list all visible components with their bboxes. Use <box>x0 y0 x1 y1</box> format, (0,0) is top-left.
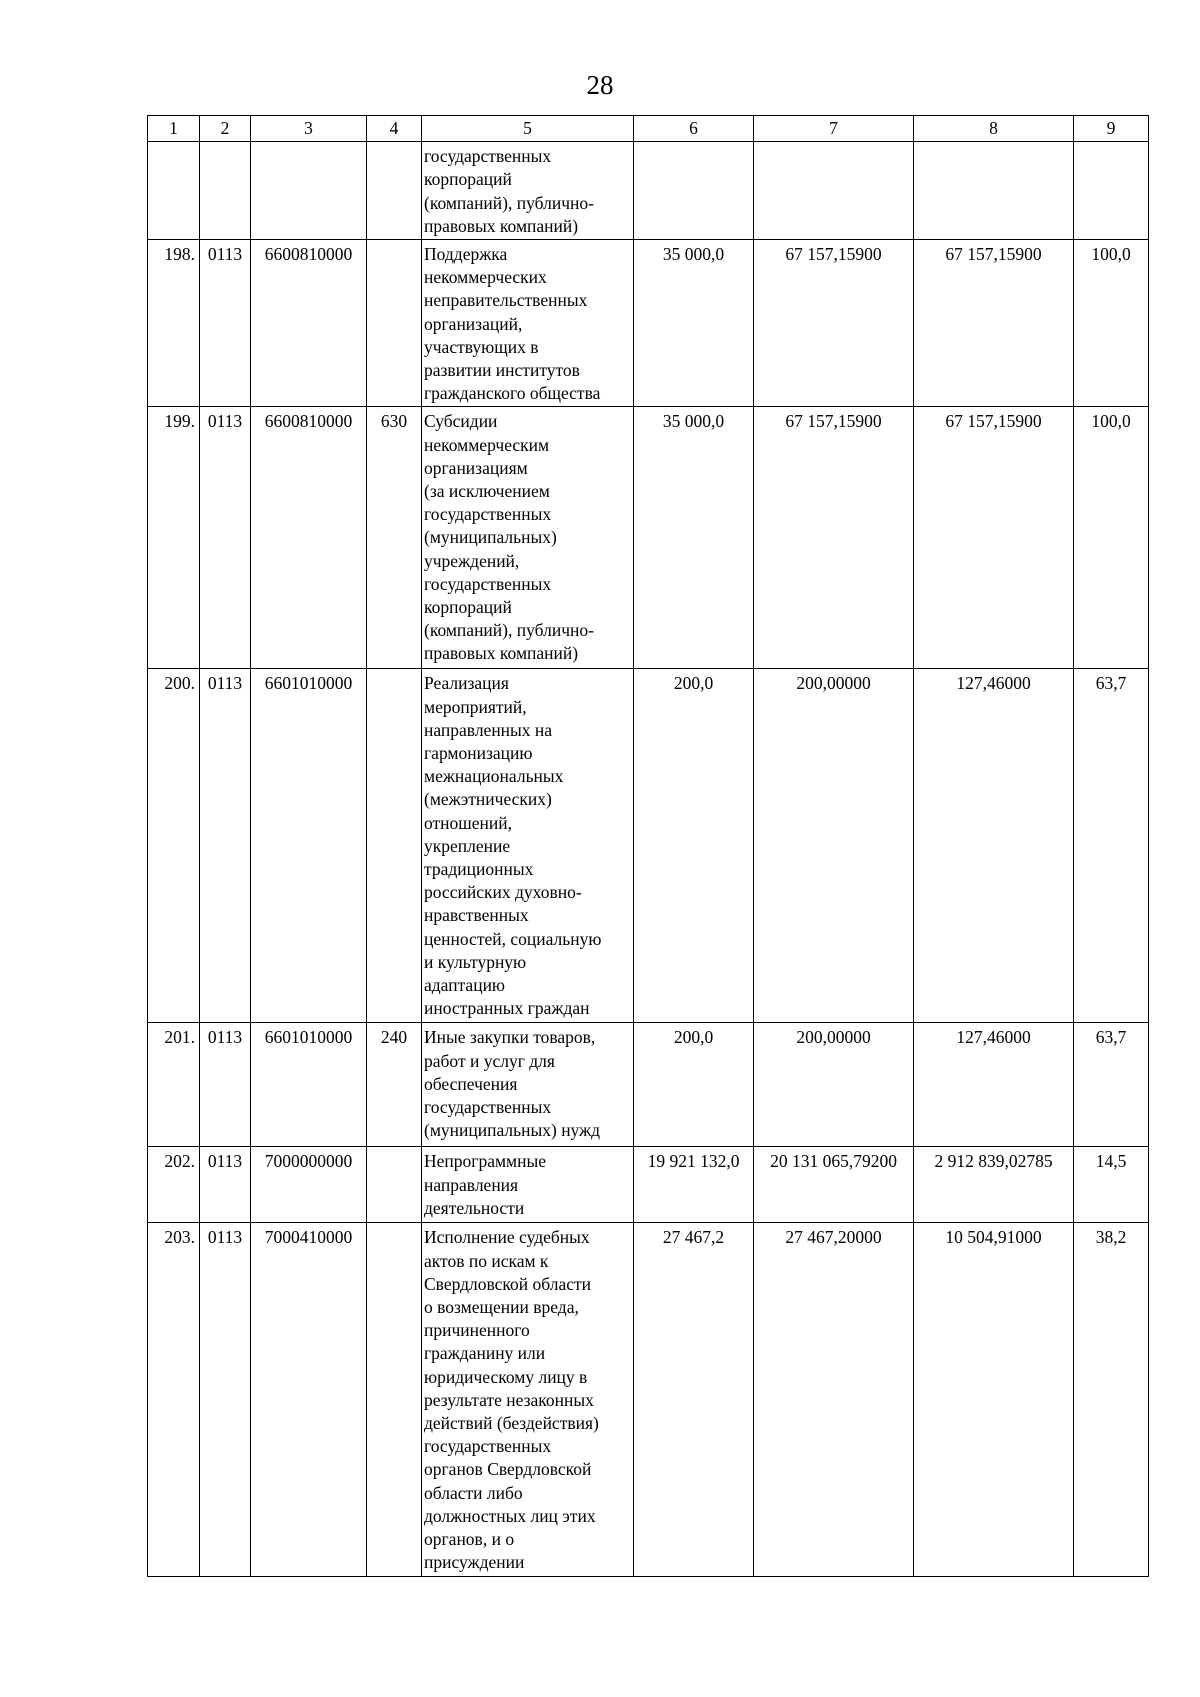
expense-name-line: адаптацию <box>424 975 506 996</box>
expense-name-line: результате незаконных <box>424 1389 594 1410</box>
execution-percent: 38,2 <box>1074 1223 1149 1577</box>
approved-amount: 200,00000 <box>754 669 914 1023</box>
expense-name-line: органов, и о <box>424 1529 515 1550</box>
expense-name-line: работ и услуг для <box>424 1050 555 1071</box>
row-number <box>148 142 200 240</box>
table-row <box>148 407 1149 669</box>
row-number: 200. <box>148 669 200 1023</box>
row-number: 202. <box>148 1147 200 1223</box>
expense-name <box>422 1223 634 1577</box>
executed-amount <box>914 142 1074 240</box>
approved-amount: 67 157,15900 <box>754 407 914 669</box>
executed-amount: 67 157,15900 <box>914 407 1074 669</box>
planned-amount: 35 000,0 <box>634 240 754 407</box>
column-number: 3 <box>251 116 367 142</box>
expense-name-line: гармонизацию <box>424 743 533 764</box>
target-article-code: 7000000000 <box>251 1147 367 1223</box>
expense-name-line: направленных на <box>424 719 553 740</box>
approved-amount: 20 131 065,79200 <box>754 1147 914 1223</box>
column-number: 4 <box>367 116 422 142</box>
table-row <box>148 1023 1149 1147</box>
expense-name-line: (компаний), публично- <box>424 620 594 641</box>
expense-type-code <box>367 669 422 1023</box>
row-number: 203. <box>148 1223 200 1577</box>
target-article-code: 6600810000 <box>251 240 367 407</box>
table-row <box>148 1147 1149 1223</box>
section-code: 0113 <box>200 669 251 1023</box>
expense-name-line: Субсидии <box>424 411 498 432</box>
expense-name-line: (муниципальных) <box>424 527 557 548</box>
column-number: 8 <box>914 116 1074 142</box>
planned-amount <box>634 142 754 240</box>
planned-amount: 27 467,2 <box>634 1223 754 1577</box>
section-code: 0113 <box>200 1223 251 1577</box>
expense-name-line: действий (бездействия) <box>424 1413 599 1434</box>
expense-name-line: о возмещении вреда, <box>424 1297 579 1318</box>
expense-name-line: корпораций <box>424 597 512 618</box>
expense-name-line: отношений, <box>424 812 512 833</box>
execution-percent: 100,0 <box>1074 407 1149 669</box>
expense-name-line: (за исключением <box>424 481 550 502</box>
expense-name <box>422 407 634 669</box>
column-number-row <box>148 116 1149 142</box>
target-article-code: 6600810000 <box>251 407 367 669</box>
table-row <box>148 1223 1149 1577</box>
column-number: 5 <box>422 116 634 142</box>
expense-type-code <box>367 142 422 240</box>
target-article-code: 6601010000 <box>251 1023 367 1147</box>
row-number: 198. <box>148 240 200 407</box>
expense-name-line: органов Свердловской <box>424 1459 592 1480</box>
section-code <box>200 142 251 240</box>
planned-amount: 19 921 132,0 <box>634 1147 754 1223</box>
budget-table <box>147 115 1149 1577</box>
executed-amount: 127,46000 <box>914 669 1074 1023</box>
expense-name-line: правовых компаний) <box>424 643 579 664</box>
expense-name-line: государственных <box>424 1097 552 1118</box>
expense-name-line: юридическому лицу в <box>424 1366 588 1387</box>
section-code: 0113 <box>200 240 251 407</box>
planned-amount: 200,0 <box>634 1023 754 1147</box>
expense-name-line: нравственных <box>424 905 529 926</box>
expense-name-line: деятельности <box>424 1197 525 1218</box>
expense-name-line: гражданского общества <box>424 383 601 404</box>
column-number: 9 <box>1074 116 1149 142</box>
column-number: 6 <box>634 116 754 142</box>
expense-name-line: иностранных граждан <box>424 998 590 1019</box>
expense-type-code <box>367 240 422 407</box>
section-code: 0113 <box>200 1023 251 1147</box>
expense-name-line: традиционных <box>424 859 534 880</box>
expense-name-line: организаций, <box>424 313 523 334</box>
expense-name-line: Реализация <box>424 673 509 694</box>
approved-amount: 200,00000 <box>754 1023 914 1147</box>
page-number: 28 <box>586 70 614 100</box>
expense-name-line: некоммерческим <box>424 434 550 455</box>
column-number: 7 <box>754 116 914 142</box>
expense-name <box>422 1147 634 1223</box>
table-body <box>148 116 1149 1577</box>
expense-name-line: Иные закупки товаров, <box>424 1027 596 1048</box>
row-number: 199. <box>148 407 200 669</box>
approved-amount <box>754 142 914 240</box>
planned-amount: 35 000,0 <box>634 407 754 669</box>
table-row <box>148 142 1149 240</box>
executed-amount: 2 912 839,02785 <box>914 1147 1074 1223</box>
expense-name-line: должностных лиц этих <box>424 1505 596 1526</box>
expense-name-line: присуждении <box>424 1552 525 1573</box>
expense-name-line: гражданину или <box>424 1343 546 1364</box>
expense-name-line: укрепление <box>424 835 511 856</box>
executed-amount: 67 157,15900 <box>914 240 1074 407</box>
executed-amount: 127,46000 <box>914 1023 1074 1147</box>
expense-name-line: корпораций <box>424 169 512 190</box>
expense-type-code <box>367 1223 422 1577</box>
expense-name-line: Исполнение судебных <box>424 1227 590 1248</box>
expense-name-line: (компаний), публично- <box>424 192 594 213</box>
expense-name-line: актов по искам к <box>424 1250 549 1271</box>
target-article-code <box>251 142 367 240</box>
approved-amount: 67 157,15900 <box>754 240 914 407</box>
expense-name-line: государственных <box>424 573 552 594</box>
expense-name-line: области либо <box>424 1482 523 1503</box>
expense-name <box>422 1023 634 1147</box>
expense-name <box>422 142 634 240</box>
expense-name-line: развитии институтов <box>424 360 580 381</box>
section-code: 0113 <box>200 1147 251 1223</box>
column-number: 1 <box>148 116 200 142</box>
column-number: 2 <box>200 116 251 142</box>
table-row <box>148 669 1149 1023</box>
expense-type-code: 240 <box>367 1023 422 1147</box>
expense-name-line: государственных <box>424 146 552 167</box>
expense-name-line: государственных <box>424 504 552 525</box>
expense-type-code <box>367 1147 422 1223</box>
executed-amount: 10 504,91000 <box>914 1223 1074 1577</box>
section-code: 0113 <box>200 407 251 669</box>
expense-name-line: некоммерческих <box>424 267 547 288</box>
expense-name-line: мероприятий, <box>424 696 527 717</box>
expense-name-line: государственных <box>424 1436 552 1457</box>
execution-percent: 63,7 <box>1074 669 1149 1023</box>
expense-name-line: учреждений, <box>424 550 520 571</box>
planned-amount: 200,0 <box>634 669 754 1023</box>
expense-name-line: (межэтнических) <box>424 789 552 810</box>
expense-name-line: направления <box>424 1174 519 1195</box>
expense-name-line: неправительственных <box>424 290 588 311</box>
execution-percent: 100,0 <box>1074 240 1149 407</box>
execution-percent: 14,5 <box>1074 1147 1149 1223</box>
expense-name-line: ценностей, социальную <box>424 928 602 949</box>
expense-name <box>422 669 634 1023</box>
expense-name-line: Поддержка <box>424 244 508 265</box>
expense-name-line: Свердловской области <box>424 1273 592 1294</box>
expense-name <box>422 240 634 407</box>
expense-name-line: организациям <box>424 457 528 478</box>
expense-name-line: Непрограммные <box>424 1151 547 1172</box>
expense-name-line: причиненного <box>424 1320 530 1341</box>
expense-name-line: обеспечения <box>424 1073 518 1094</box>
expense-name-line: российских духовно- <box>424 882 582 903</box>
target-article-code: 6601010000 <box>251 669 367 1023</box>
expense-type-code: 630 <box>367 407 422 669</box>
expense-name-line: и культурную <box>424 951 527 972</box>
table-row <box>148 240 1149 407</box>
approved-amount: 27 467,20000 <box>754 1223 914 1577</box>
row-number: 201. <box>148 1023 200 1147</box>
expense-name-line: правовых компаний) <box>424 215 579 236</box>
execution-percent <box>1074 142 1149 240</box>
expense-name-line: (муниципальных) нужд <box>424 1120 601 1141</box>
expense-name-line: участвующих в <box>424 336 539 357</box>
execution-percent: 63,7 <box>1074 1023 1149 1147</box>
expense-name-line: межнациональных <box>424 766 564 787</box>
target-article-code: 7000410000 <box>251 1223 367 1577</box>
